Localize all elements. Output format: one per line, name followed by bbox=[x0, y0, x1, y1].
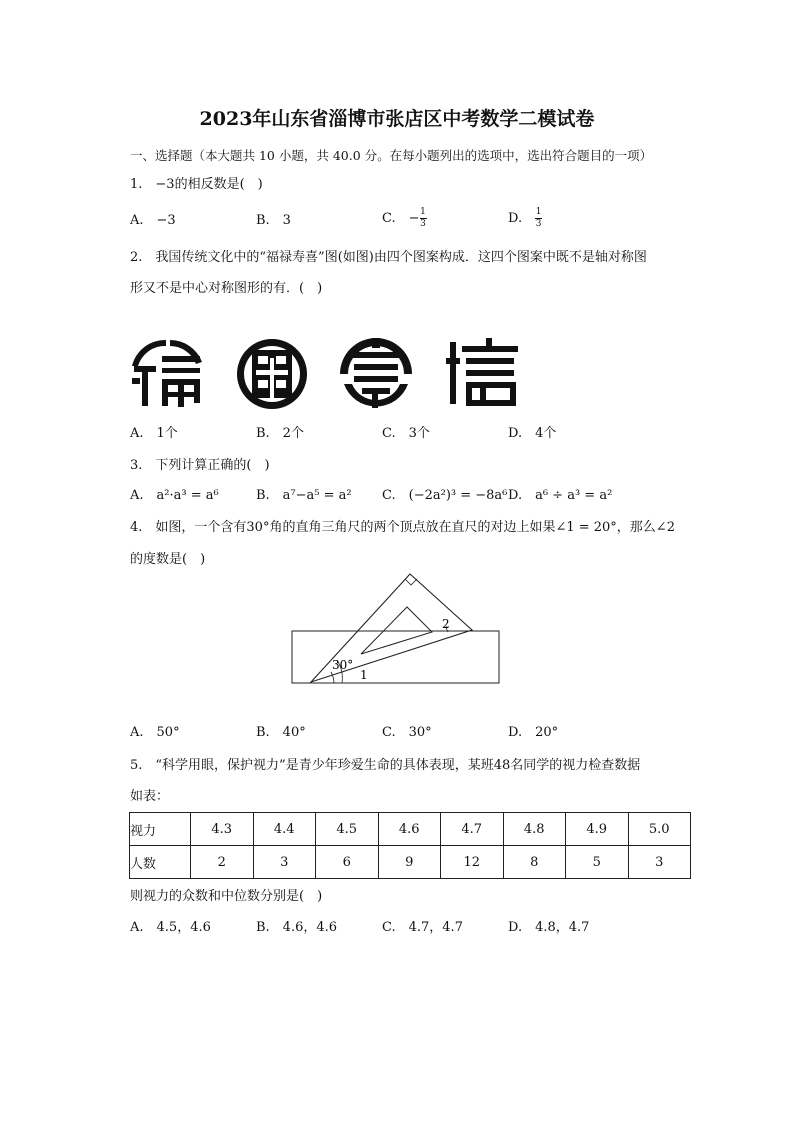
ruler-shape bbox=[292, 631, 499, 683]
table-cell: 8 bbox=[503, 846, 566, 879]
lu-pattern-icon bbox=[237, 339, 307, 409]
table-cell: 9 bbox=[378, 846, 441, 879]
fraction-numerator: 1 bbox=[535, 207, 542, 217]
fraction-numerator: 1 bbox=[420, 207, 426, 217]
q1-option-d-fraction bbox=[535, 208, 542, 229]
table-cell: 4.9 bbox=[566, 813, 629, 846]
q2-stem-line1: 2. 我国传统文化中的“福禄寿喜”图(如图)由四个图案构成．这四个图案中既不是轴对称图 bbox=[130, 250, 647, 265]
q2-option-d: D. 4个 bbox=[508, 426, 557, 441]
table-cell: 3 bbox=[628, 846, 691, 879]
q3-option-d: D. a⁶ ÷ a³ = a² bbox=[508, 488, 613, 503]
q5-option-c: C. 4.7，4.7 bbox=[382, 920, 463, 935]
q5-stem-line2: 如表： bbox=[130, 789, 170, 804]
table-row-header: 人数 bbox=[130, 846, 191, 879]
angle-30-label: 30° bbox=[332, 658, 354, 672]
q1-option-d bbox=[508, 208, 542, 229]
vision-data-table bbox=[129, 812, 691, 879]
q2-option-c: C. 3个 bbox=[382, 426, 430, 441]
q1-option-b: B. 3 bbox=[256, 213, 291, 228]
table-cell: 4.5 bbox=[316, 813, 379, 846]
table-row-header: 视力 bbox=[130, 813, 191, 846]
q1-option-d-prefix: D. bbox=[508, 211, 536, 226]
q3-option-a: A. a²·a³ = a⁶ bbox=[130, 488, 219, 503]
q2-option-b: B. 2个 bbox=[256, 426, 304, 441]
q1-option-c-fraction bbox=[420, 208, 427, 229]
q1-option-a: A. −3 bbox=[130, 213, 176, 228]
table-cell: 4.6 bbox=[378, 813, 441, 846]
angle-1-label: 1 bbox=[360, 668, 368, 682]
table-cell: 12 bbox=[441, 846, 504, 879]
q2-option-a: A. 1个 bbox=[130, 426, 178, 441]
fraction-denominator: 3 bbox=[535, 219, 542, 229]
q4-option-a: A. 50° bbox=[130, 725, 180, 740]
table-row bbox=[130, 813, 691, 846]
q4-option-d: D. 20° bbox=[508, 725, 559, 740]
q1-option-c-prefix: C. − bbox=[382, 211, 420, 226]
q4-option-c: C. 30° bbox=[382, 725, 432, 740]
q1-stem: 1. −3的相反数是( ) bbox=[130, 177, 263, 192]
q4-stem-line2: 的度数是( ) bbox=[130, 552, 206, 567]
table-cell: 4.3 bbox=[191, 813, 254, 846]
q1-option-c bbox=[382, 208, 427, 229]
table-cell: 6 bbox=[316, 846, 379, 879]
fraction-denominator: 3 bbox=[420, 219, 426, 229]
table-cell: 2 bbox=[191, 846, 254, 879]
table-cell: 5 bbox=[566, 846, 629, 879]
table-cell: 5.0 bbox=[628, 813, 691, 846]
table-row bbox=[130, 846, 691, 879]
q4-option-b: B. 40° bbox=[256, 725, 306, 740]
table-cell: 4.8 bbox=[503, 813, 566, 846]
table-cell: 3 bbox=[253, 846, 316, 879]
fu-pattern-icon bbox=[132, 340, 202, 407]
table-cell: 4.7 bbox=[441, 813, 504, 846]
q2-stem-line2: 形又不是中心对称图形的有．( ) bbox=[130, 281, 323, 296]
q5-stem-line1: 5. “科学用眼，保护视力”是青少年珍爱生命的具体表现，某班48名同学的视力检查数据 bbox=[130, 758, 641, 773]
section-heading: 一、选择题（本大题共 10 小题，共 40.0 分。在每小题列出的选项中，选出符合题目的一项） bbox=[130, 148, 653, 163]
table-cell: 4.4 bbox=[253, 813, 316, 846]
fulushouxi-figure bbox=[128, 336, 528, 412]
shou-pattern-icon bbox=[340, 338, 412, 408]
angle-2-label: 2 bbox=[442, 617, 450, 631]
xi-pattern-icon bbox=[446, 338, 518, 406]
q3-option-c: C. (−2a²)³ = −8a⁶ bbox=[382, 488, 508, 503]
ruler-triangle-figure bbox=[280, 570, 510, 690]
q5-option-d: D. 4.8，4.7 bbox=[508, 920, 590, 935]
q3-option-b: B. a⁷−a⁵ = a² bbox=[256, 488, 352, 503]
q5-option-a: A. 4.5，4.6 bbox=[130, 920, 211, 935]
q5-followup: 则视力的众数和中位数分别是( ) bbox=[130, 889, 323, 904]
q3-stem: 3. 下列计算正确的( ) bbox=[130, 458, 270, 473]
q4-stem-line1: 4. 如图，一个含有30°角的直角三角尺的两个顶点放在直尺的对边上如果∠1 = 20°，那么∠2 bbox=[130, 520, 675, 535]
page-title: 2023年山东省淄博市张店区中考数学二模试卷 bbox=[199, 108, 595, 130]
q5-option-b: B. 4.6，4.6 bbox=[256, 920, 338, 935]
